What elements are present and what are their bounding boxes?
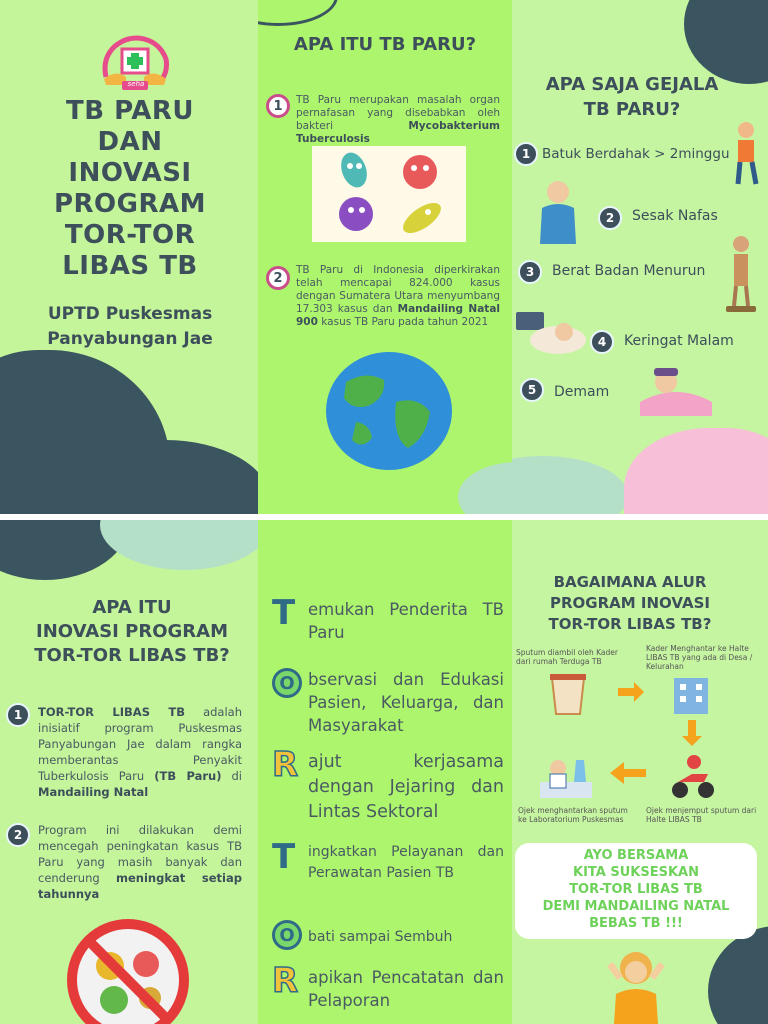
acronym-row (272, 593, 504, 656)
mint-blob (100, 520, 258, 570)
cta-line: AYO BERSAMA (583, 848, 689, 863)
acronym-row (272, 837, 504, 910)
mint-blob (512, 456, 628, 514)
number-badge: 1 (6, 703, 30, 727)
what-is-tb-panel (258, 0, 512, 514)
symptom-number: 5 (520, 378, 544, 402)
acronym-text: bati sampai Sembuh (308, 929, 453, 945)
arrow-down-icon (680, 718, 704, 748)
fever-person-icon (636, 362, 716, 416)
number-badge: 2 (6, 823, 30, 847)
acronym-row (272, 745, 504, 832)
subtitle-line: UPTD Puskesmas (47, 304, 213, 324)
title-line: TB PARU (65, 96, 195, 126)
cheering-person-icon (604, 944, 668, 1024)
section-heading (512, 72, 752, 122)
innovation-definition (38, 704, 242, 800)
bacteria-name: Mycobakterium Tuberculosis (296, 120, 500, 145)
heading-line: TOR-TOR LIBAS TB? (548, 615, 712, 633)
acronym-row (272, 918, 504, 958)
statistics-text (296, 264, 500, 329)
cta-line: TOR-TOR LIBAS TB (569, 882, 703, 897)
bacteria-illustration (312, 146, 466, 242)
title-line: TOR-TOR (64, 220, 196, 250)
connector-text: di (231, 769, 242, 783)
logo-script-text: seha (127, 80, 145, 88)
symptom-number: 4 (590, 330, 614, 354)
definition-body: TB Paru merupakan masalah organ pernafasan yang disebabkan oleh bakteri (296, 94, 500, 132)
call-to-action-box (515, 843, 757, 939)
symptom-number: 2 (598, 206, 622, 230)
building-icon (668, 670, 714, 716)
acronym-row (272, 666, 504, 746)
coughing-person-icon (724, 120, 764, 186)
heading-line: TB PARU? (583, 99, 681, 120)
cta-line: KITA SUKSESKAN (573, 865, 699, 880)
flow-caption: Sputum diambil oleh Kader dari rumah Terduga TB (516, 648, 618, 666)
acronym-letter: R (272, 745, 299, 785)
symptom-label: Berat Badan Menurun (552, 263, 706, 279)
symptom-label: Keringat Malam (624, 333, 734, 349)
region-name: Mandailing Natal (38, 785, 149, 799)
cover-title (30, 96, 230, 282)
arrow-right-icon (616, 680, 646, 704)
mint-blob (458, 462, 512, 514)
title-line: DAN (97, 127, 163, 157)
acronym-text: ajut kerjasama dengan Jejaring dan Lintas Sektoral (308, 752, 504, 822)
acronym-text: emukan Penderita TB Paru (308, 600, 504, 642)
flow-caption: Kader Menghantar ke Halte LIBAS TB yang ada di Desa / Kelurahan (646, 644, 753, 671)
heading-line: APA SAJA GEJALA (545, 74, 719, 95)
title-line: LIBAS TB (62, 251, 198, 281)
globe-illustration (326, 352, 452, 470)
brochure-inside (0, 520, 768, 1024)
heading-line: BAGAIMANA ALUR (553, 573, 707, 591)
laboratory-icon (538, 752, 594, 800)
heading-line: PROGRAM INOVASI (550, 594, 710, 612)
acronym-letter: T (272, 837, 296, 877)
breathless-person-icon (532, 178, 584, 244)
purpose-body: Program ini dilakukan demi mencegah peningkatan kasus TB Paru yang masih banyak dan cenderung (38, 823, 242, 885)
section-heading (512, 572, 748, 635)
definition-text (296, 94, 500, 146)
cover-panel (0, 0, 258, 514)
acronym-text: bservasi dan Edukasi Pasien, Keluarga, dan Masyarakat (308, 670, 504, 735)
symptom-label: Demam (554, 384, 610, 400)
innovation-panel (0, 520, 258, 1024)
acronym-row (272, 961, 504, 1024)
title-line: INOVASI (68, 158, 192, 188)
no-germs-icon (66, 918, 190, 1024)
cover-subtitle (20, 302, 240, 352)
number-badge: 1 (266, 94, 290, 118)
outline-blob (258, 0, 338, 26)
section-heading (14, 596, 250, 668)
statistics-tail: kasus TB Paru pada tahun 2021 (321, 316, 489, 328)
symptom-number: 1 (514, 142, 538, 166)
pink-blob (624, 428, 768, 514)
symptoms-panel (512, 0, 768, 514)
cta-line: BEBAS TB !!! (589, 916, 683, 931)
heading-line: TOR-TOR LIBAS TB? (34, 645, 230, 666)
heading-line: APA ITU (92, 597, 172, 618)
acronym-letter: O (272, 920, 302, 950)
program-purpose (38, 822, 242, 902)
acronym-text: ingkatkan Pelayanan dan Perawatan Pasien TB (308, 844, 504, 881)
flow-caption: Ojek menjemput sputum dari Halte LIBAS TB (646, 806, 757, 824)
sputum-cup-icon (548, 672, 588, 716)
flow-caption: Ojek menghantarkan sputum ke Laboratorium Puskesmas (518, 806, 628, 824)
acronym-letter: R (272, 961, 299, 1001)
program-name: TOR-TOR LIBAS TB (38, 705, 185, 719)
number-badge: 2 (266, 266, 290, 290)
motorbike-courier-icon (668, 752, 716, 800)
heading-line: INOVASI PROGRAM (36, 621, 228, 642)
cta-line: DEMI MANDAILING NATAL (542, 899, 730, 914)
dark-blob (708, 926, 768, 1024)
symptom-label: Sesak Nafas (632, 208, 718, 224)
statistics-body: TB Paru di Indonesia diperkirakan telah mencapai 824.000 kasus dengan Sumatera Utara menyumbang 17.303 kasus dan (296, 264, 500, 315)
acronym-text: apikan Pencatatan dan Pelaporan (308, 968, 504, 1010)
symptom-number: 3 (518, 260, 542, 284)
thin-person-icon (724, 234, 758, 314)
acronym-letter: T (272, 593, 296, 633)
section-heading: APA ITU TB PARU? (293, 34, 477, 55)
purpose-highlight: meningkat setiap tahunnya (38, 871, 242, 901)
puskesmas-logo (98, 33, 172, 93)
statistics-highlight: Mandailing Natal 900 (296, 303, 500, 328)
acronym-letter: O (272, 668, 302, 698)
arrow-left-icon (608, 760, 648, 786)
tb-abbrev: (TB Paru) (154, 769, 222, 783)
symptom-label: Batuk Berdahak > 2minggu (542, 146, 730, 162)
definition-body: adalah inisiatif program Puskesmas Panyabungan Jae dalam rangka memberantas Penyakit Tuberkulosis Paru (38, 705, 242, 783)
night-sweat-icon (514, 310, 590, 360)
subtitle-line: Panyabungan Jae (47, 329, 213, 349)
title-line: PROGRAM (53, 189, 207, 219)
